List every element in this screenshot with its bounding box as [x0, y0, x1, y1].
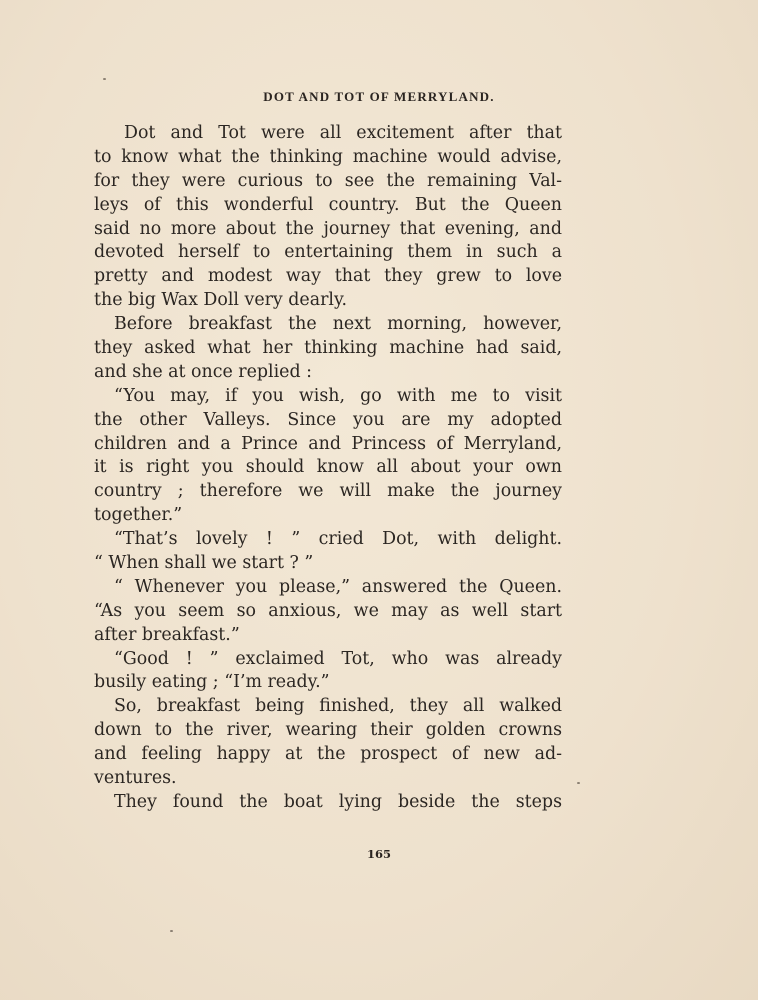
text-line: together.” — [94, 505, 183, 526]
text-line: “That’s lovely ! ” cried Dot, with delight. — [114, 529, 562, 550]
text-line: They found the boat lying beside the steps — [114, 791, 562, 812]
text-line: and feeling happy at the prospect of new ad- — [94, 744, 562, 765]
paper-speck — [103, 78, 106, 80]
text-line: “ Whenever you please,” answered the Queen. — [114, 576, 562, 597]
text-line: they asked what her thinking machine had said, — [94, 338, 562, 359]
text-line: “Good ! ” exclaimed Tot, who was already — [114, 648, 562, 669]
running-head: DOT AND TOT OF MERRYLAND. — [263, 89, 495, 104]
text-line: country ; therefore we will make the journey — [94, 481, 562, 502]
text-line: after breakfast.” — [94, 624, 240, 645]
text-line: and she at once replied : — [94, 361, 312, 382]
paper-speck — [577, 782, 580, 784]
text-line: ventures. — [94, 768, 177, 789]
text-line: “ When shall we start ? ” — [94, 553, 314, 574]
text-line: Dot and Tot were all excitement after that — [124, 123, 562, 143]
paper-speck — [170, 930, 173, 932]
text-line: for they were curious to see the remaining Val- — [94, 170, 562, 191]
text-line: said no more about the journey that evening, and — [94, 218, 562, 239]
text-line: the other Valleys. Since you are my adopted — [94, 409, 562, 430]
text-line: children and a Prince and Princess of Merryland, — [94, 433, 562, 454]
body-text — [94, 122, 562, 815]
text-line: to know what the thinking machine would advise, — [94, 146, 562, 167]
text-line: down to the river, wearing their golden crowns — [94, 720, 562, 741]
text-line: “As you seem so anxious, we may as well start — [94, 600, 562, 621]
text-line: busily eating ; “I’m ready.” — [94, 672, 330, 693]
text-line: devoted herself to entertaining them in such a — [94, 242, 562, 263]
text-line: So, breakfast being finished, they all walked — [114, 696, 562, 717]
text-line: Before breakfast the next morning, however, — [114, 314, 562, 335]
text-line: the big Wax Doll very dearly. — [94, 290, 347, 311]
text-line: leys of this wonderful country. But the Queen — [94, 194, 562, 215]
text-line: pretty and modest way that they grew to love — [94, 266, 562, 287]
page-number: 165 — [366, 847, 391, 861]
text-line: “You may, if you wish, go with me to visit — [114, 385, 562, 406]
text-line: it is right you should know all about your own — [94, 457, 562, 478]
